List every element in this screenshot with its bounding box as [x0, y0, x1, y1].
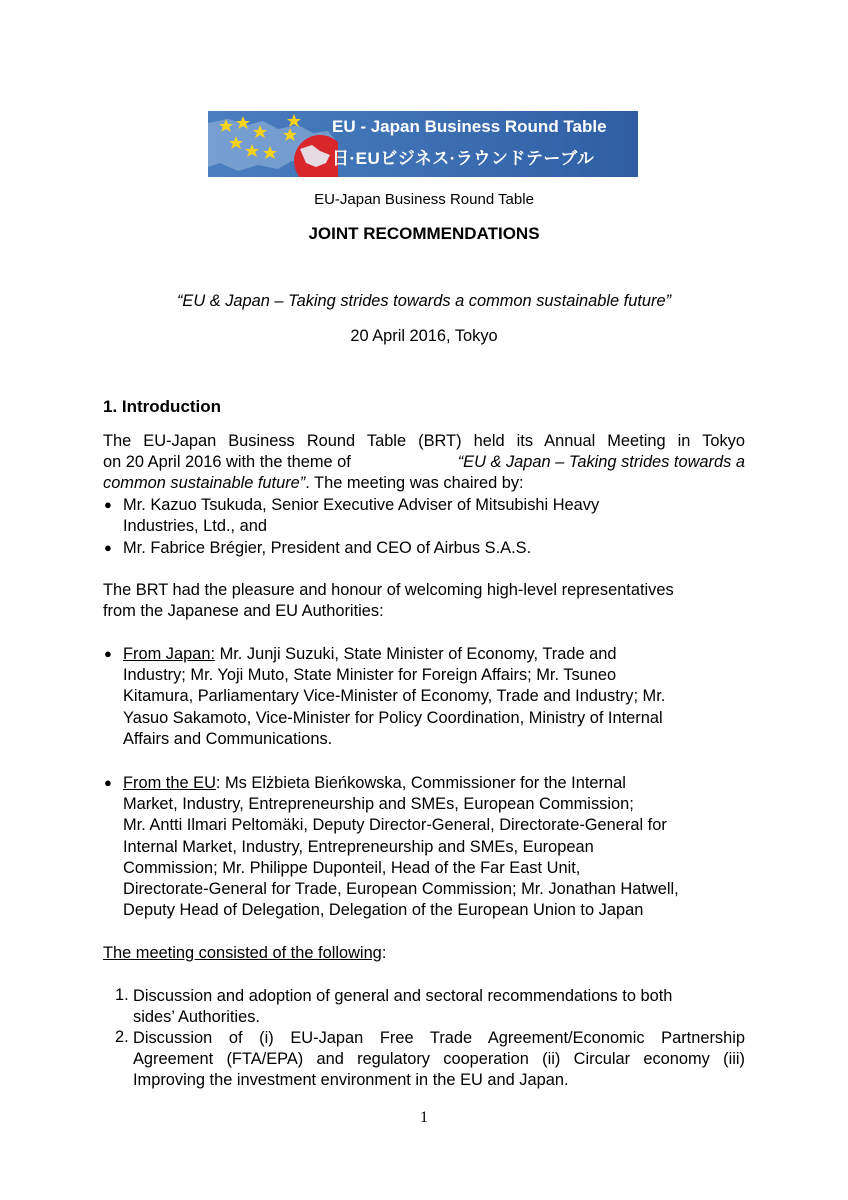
list-item-line: Discussion and adoption of general and sectoral recommendations to both — [133, 987, 673, 1005]
list-item-number: 1. — [115, 986, 129, 1004]
eu-reps-line: Market, Industry, Entrepreneurship and SMEs, European Commission; — [123, 795, 634, 813]
intro-paragraph-line — [103, 452, 745, 473]
japan-reps-line: Yasuo Sakamoto, Vice-Minister for Policy Coordination, Ministry of Internal — [123, 709, 663, 727]
meeting-theme: “EU & Japan – Taking strides towards a common sustainable future” — [176, 292, 672, 310]
japan-label: From Japan: — [123, 645, 216, 663]
list-item-number: 2. — [115, 1028, 129, 1046]
organization-name: EU-Japan Business Round Table — [314, 191, 534, 208]
banner-title-japanese: 日·EUビジネス·ラウンドテーブル — [332, 149, 595, 168]
list-item-line: Agreement (FTA/EPA) and regulatory cooperation (ii) Circular economy (iii) — [133, 1050, 745, 1068]
representatives-paragraph-line: The BRT had the pleasure and honour of welcoming high-level representatives — [103, 581, 674, 599]
chair-line: Mr. Kazuo Tsukuda, Senior Executive Adviser of Mitsubishi Heavy — [123, 496, 600, 514]
japan-text: Mr. Junji Suzuki, State Minister of Economy, Trade and — [215, 645, 617, 663]
section-heading-introduction: 1. Introduction — [103, 397, 222, 416]
eu-map-and-sun-icon — [208, 111, 338, 177]
japan-reps-line: Affairs and Communications. — [123, 730, 333, 748]
banner-title-english: EU - Japan Business Round Table — [332, 117, 607, 136]
intro-paragraph-line — [103, 473, 524, 494]
intro-theme-italic: “EU & Japan – Taking strides towards a — [457, 453, 745, 471]
list-item-line: Discussion of (i) EU-Japan Free Trade Agreement/Economic Partnership — [133, 1029, 745, 1047]
chair-line: Mr. Fabrice Brégier, President and CEO of Airbus S.A.S. — [123, 539, 532, 557]
bullet-icon: ● — [104, 775, 112, 790]
intro-text: . The meeting was chaired by: — [305, 474, 524, 492]
eu-reps-line: Deputy Head of Delegation, Delegation of the European Union to Japan — [123, 901, 644, 919]
intro-text: on 20 April 2016 with the theme of — [103, 453, 356, 471]
bullet-icon: ● — [104, 646, 112, 661]
list-item-line: sides’ Authorities. — [133, 1008, 260, 1026]
meeting-date-place: 20 April 2016, Tokyo — [350, 327, 498, 345]
eu-reps-line: Internal Market, Industry, Entrepreneurship and SMEs, European — [123, 838, 594, 856]
eu-text: : Ms Elżbieta Bieńkowska, Commissioner for the Internal — [215, 774, 626, 792]
intro-theme-italic: common sustainable future” — [103, 474, 306, 492]
bullet-icon: ● — [104, 540, 112, 555]
representatives-paragraph-line: from the Japanese and EU Authorities: — [103, 602, 384, 620]
eu-reps-line: Directorate-General for Trade, European Commission; Mr. Jonathan Hatwell, — [123, 880, 679, 898]
japan-reps-line: Kitamura, Parliamentary Vice-Minister of Economy, Trade and Industry; Mr. — [123, 687, 666, 705]
eu-reps-line: Commission; Mr. Philippe Duponteil, Head of the Far East Unit, — [123, 859, 581, 877]
intro-paragraph-line: The EU-Japan Business Round Table (BRT) held its Annual Meeting in Tokyo — [103, 432, 745, 450]
eu-reps-line — [123, 773, 626, 794]
bullet-icon: ● — [104, 497, 112, 512]
meeting-contents-colon: : — [381, 944, 387, 962]
chair-line: Industries, Ltd., and — [123, 517, 267, 535]
meeting-contents-label: The meeting consisted of the following — [103, 944, 382, 962]
meeting-contents-heading — [103, 943, 386, 964]
japan-reps-line — [123, 644, 616, 665]
japan-reps-line: Industry; Mr. Yoji Muto, State Minister for Foreign Affairs; Mr. Tsuneo — [123, 666, 617, 684]
list-item-line: Improving the investment environment in the EU and Japan. — [133, 1071, 569, 1089]
page-number: 1 — [420, 1109, 428, 1126]
document-title: JOINT RECOMMENDATIONS — [308, 224, 540, 243]
eu-label: From the EU — [123, 774, 216, 792]
eu-reps-line: Mr. Antti Ilmari Peltomäki, Deputy Director-General, Directorate-General for — [123, 816, 667, 834]
eu-japan-brt-logo-banner — [208, 111, 638, 177]
